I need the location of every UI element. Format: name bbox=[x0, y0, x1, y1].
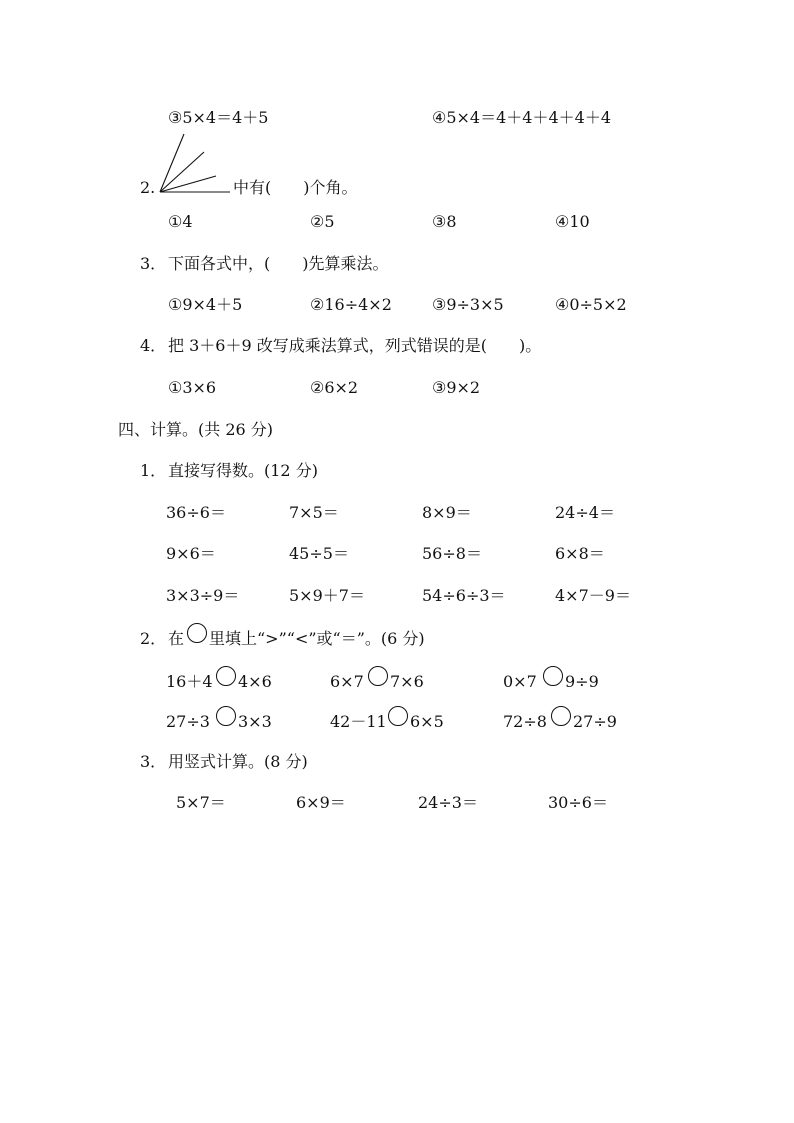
option-4: ④5×4＝4＋4＋4＋4＋4 bbox=[432, 108, 612, 127]
q2-option-1: ①4 bbox=[168, 212, 193, 231]
q3-option-4: ④0÷5×2 bbox=[555, 295, 627, 314]
compare-right: 6×5 bbox=[410, 712, 444, 731]
compare-right: 27÷9 bbox=[573, 712, 617, 731]
calc-item: 56÷8＝ bbox=[422, 544, 482, 563]
q4-option-1: ①3×6 bbox=[168, 378, 217, 397]
q2-option-3: ③8 bbox=[432, 212, 457, 231]
calc-item: 45÷5＝ bbox=[289, 544, 349, 563]
calc-item: 5×9＋7＝ bbox=[289, 586, 365, 605]
q4-option-2: ②6×2 bbox=[310, 378, 359, 397]
compare-left: 42－11 bbox=[330, 712, 387, 731]
q2-option-2: ②5 bbox=[310, 212, 335, 231]
calc-item: 7×5＝ bbox=[289, 503, 339, 522]
question-2-number: 2. bbox=[140, 178, 156, 197]
compare-circle[interactable] bbox=[216, 706, 236, 726]
compare-circle[interactable] bbox=[368, 666, 388, 686]
calc-item: 8×9＝ bbox=[422, 503, 472, 522]
compare-left: 6×7 bbox=[330, 672, 364, 691]
compare-circle[interactable] bbox=[388, 706, 408, 726]
part-1-number: 1． bbox=[140, 461, 167, 480]
question-2-text: 中有( )个角。 bbox=[233, 178, 358, 197]
part-3-title: 用竖式计算。(8 分) bbox=[168, 752, 308, 771]
q3-option-1: ①9×4＋5 bbox=[168, 295, 243, 314]
calc-item: 54÷6÷3＝ bbox=[422, 586, 506, 605]
question-4-text: 把 3＋6＋9 改写成乘法算式，列式错误的是( )。 bbox=[168, 336, 542, 355]
q3-option-2: ②16÷4×2 bbox=[310, 295, 392, 314]
compare-circle[interactable] bbox=[216, 666, 236, 686]
compare-left: 0×7 bbox=[503, 672, 537, 691]
angle-figure bbox=[158, 132, 232, 194]
question-3-text: 下面各式中，( )先算乘法。 bbox=[168, 254, 389, 273]
answer-circle-icon bbox=[187, 623, 207, 643]
part-1-title: 直接写得数。(12 分) bbox=[168, 461, 318, 480]
compare-circle[interactable] bbox=[551, 706, 571, 726]
calc-item: 36÷6＝ bbox=[166, 503, 226, 522]
calc-item: 3×3÷9＝ bbox=[166, 586, 240, 605]
compare-right: 4×6 bbox=[238, 672, 272, 691]
option-3: ③5×4＝4＋5 bbox=[168, 108, 269, 127]
question-3-number: 3． bbox=[140, 254, 167, 273]
vertical-calc-item: 5×7＝ bbox=[176, 793, 226, 812]
q4-option-3: ③9×2 bbox=[432, 378, 481, 397]
part-2-title-end: 里填上“>”“<”或“＝”。(6 分) bbox=[209, 629, 425, 648]
part-2-title-start: 在 bbox=[168, 629, 185, 648]
angle-ray-4 bbox=[160, 134, 184, 192]
calc-item: 9×6＝ bbox=[166, 544, 216, 563]
section-4-title: 四、计算。(共 26 分) bbox=[118, 420, 274, 439]
q3-option-3: ③9÷3×5 bbox=[432, 295, 504, 314]
compare-right: 7×6 bbox=[390, 672, 424, 691]
compare-circle[interactable] bbox=[543, 666, 563, 686]
calc-item: 24÷4＝ bbox=[555, 503, 615, 522]
compare-right: 3×3 bbox=[238, 712, 272, 731]
vertical-calc-item: 24÷3＝ bbox=[418, 793, 478, 812]
compare-left: 72÷8 bbox=[503, 712, 547, 731]
calc-item: 6×8＝ bbox=[555, 544, 605, 563]
vertical-calc-item: 6×9＝ bbox=[296, 793, 346, 812]
calc-item: 4×7－9＝ bbox=[555, 586, 631, 605]
compare-left: 16＋4 bbox=[166, 672, 213, 691]
q2-option-4: ④10 bbox=[555, 212, 590, 231]
part-2-number: 2． bbox=[140, 629, 167, 648]
part-3-number: 3． bbox=[140, 752, 167, 771]
vertical-calc-item: 30÷6＝ bbox=[548, 793, 608, 812]
question-4-number: 4． bbox=[140, 336, 167, 355]
compare-right: 9÷9 bbox=[565, 672, 599, 691]
compare-left: 27÷3 bbox=[166, 712, 210, 731]
